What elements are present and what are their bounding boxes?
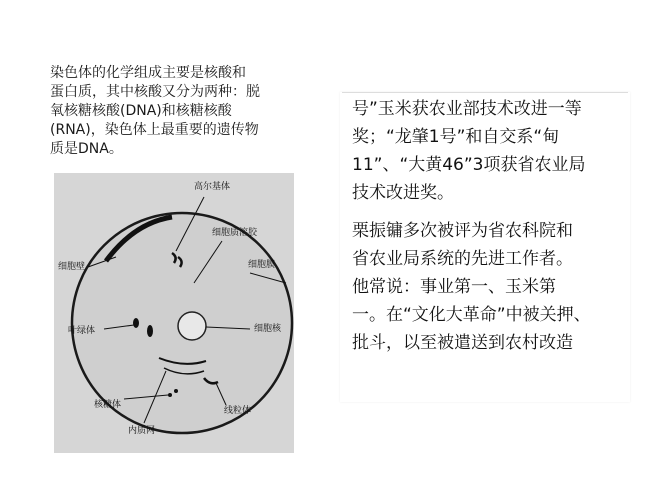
bio-line: 栗振镛多次被评为省农科院和 [352,221,573,241]
label-membrane: 细胞膜 [248,260,276,270]
cell-diagram [54,173,294,453]
bio-line: 技术改进奖。 [352,183,454,203]
label-er: 内质网 [128,426,156,436]
intro-line: 质是DNA。 [50,141,123,157]
label-chloroplast: 叶绿体 [68,326,96,336]
biography-paragraph-2 [352,217,632,357]
bio-line: 号”玉米获农业部技术改进一等 [352,99,582,119]
intro-line: 染色体的化学组成主要是核酸和 [50,65,246,81]
nucleus-shape [178,312,206,340]
ribosome-shape [168,393,172,397]
bio-line: 批斗，以至被遣送到农村改造 [352,333,573,353]
label-ribosome: 核糖体 [94,400,122,410]
panel-divider [342,92,628,93]
label-mitochondria: 线粒体 [224,406,252,416]
intro-line: (RNA)，染色体上最重要的遗传物 [50,122,259,138]
intro-line: 氧核糖核酸(DNA)和核糖核酸 [50,103,232,119]
label-golgi: 高尔基体 [194,182,231,192]
bio-line: 他常说：事业第一、玉米第 [352,277,556,297]
bio-line: 省农业局系统的先进工作者。 [352,249,573,269]
label-cell-wall: 细胞壁 [58,262,86,272]
bio-line: 一。在“文化大革命”中被关押、 [352,305,591,325]
label-nucleus: 细胞核 [254,324,282,334]
label-cytoplasm: 细胞质溶胶 [212,228,258,238]
biography-paragraph-1 [352,95,632,207]
chloroplast-shape [147,325,153,337]
intro-line: 蛋白质，其中核酸又分为两种：脱 [50,84,260,100]
cell-diagram-image [54,173,294,453]
bio-line: 11”、“大黄46”3项获省农业局 [352,155,586,175]
biography-text [352,95,632,367]
intro-paragraph [50,64,300,159]
bio-line: 奖；“龙肇1号”和自交系“甸 [352,127,560,147]
